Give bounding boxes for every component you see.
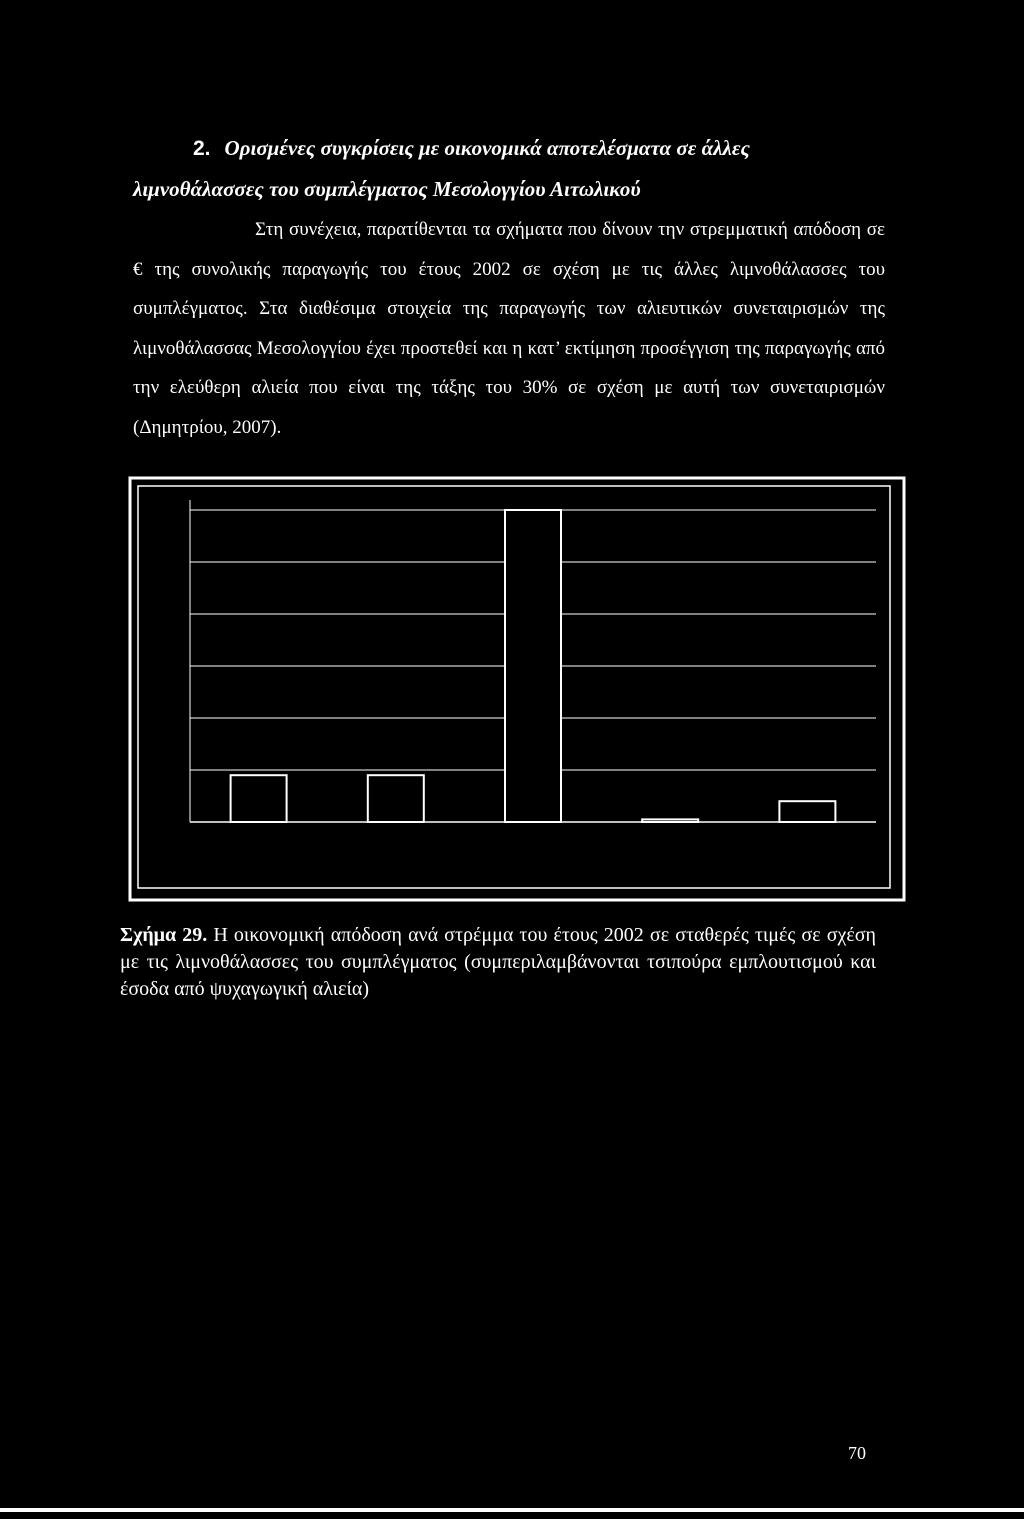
figure-caption-text: Η οικονομική απόδοση ανά στρέμμα του έτους 2002 σε σταθερές τιμές σε σχέση με τις λιμνοθάλασσες του συμπλέγματος (συμπεριλαμβάνονται τσιπούρα εμπλουτισμού και έσοδα από ψυχαγωγική αλιεία) [120, 924, 877, 1000]
section-number: 2. [193, 137, 211, 160]
section-heading-line1: Ορισμένες συγκρίσεις με οικονομικά αποτελέσματα σε άλλες [224, 136, 750, 160]
figure-caption [120, 922, 876, 1003]
bar-2 [368, 775, 424, 822]
bar-1 [231, 775, 287, 822]
bar-5 [779, 801, 835, 822]
section-heading-line2: λιμνοθάλασσες του συμπλέγματος Μεσολογγίου Αιτωλικού [133, 177, 641, 201]
figure-label: Σχήμα 29. [120, 924, 208, 946]
bar-3 [505, 510, 561, 822]
body-paragraph-block [133, 210, 885, 447]
page-number: 70 [848, 1443, 866, 1463]
section-heading [133, 128, 885, 209]
body-paragraph: Στη συνέχεια, παρατίθενται τα σχήματα που δίνουν την στρεμματική απόδοση σε € της συνολικής παραγωγής του έτους 2002 σε σχέση με τις άλλες λιμνοθάλασσες του συμπλέγματος. Στα διαθέσιμα στοιχεία της παραγωγής των αλιευτικών συνεταιρισμών της λιμνοθάλασσας Μεσολογγίου έχει προστεθεί και η κατ’ εκτίμηση προσέγγιση της παραγωγής από την ελεύθερη αλιεία που είναι της τάξης του 30% σε σχέση με αυτή των συνεταιρισμών (Δημητρίου, 2007). [133, 219, 885, 438]
footer-rule [0, 1508, 1024, 1512]
bar-4 [642, 819, 698, 822]
yield-bar-chart [128, 476, 906, 902]
